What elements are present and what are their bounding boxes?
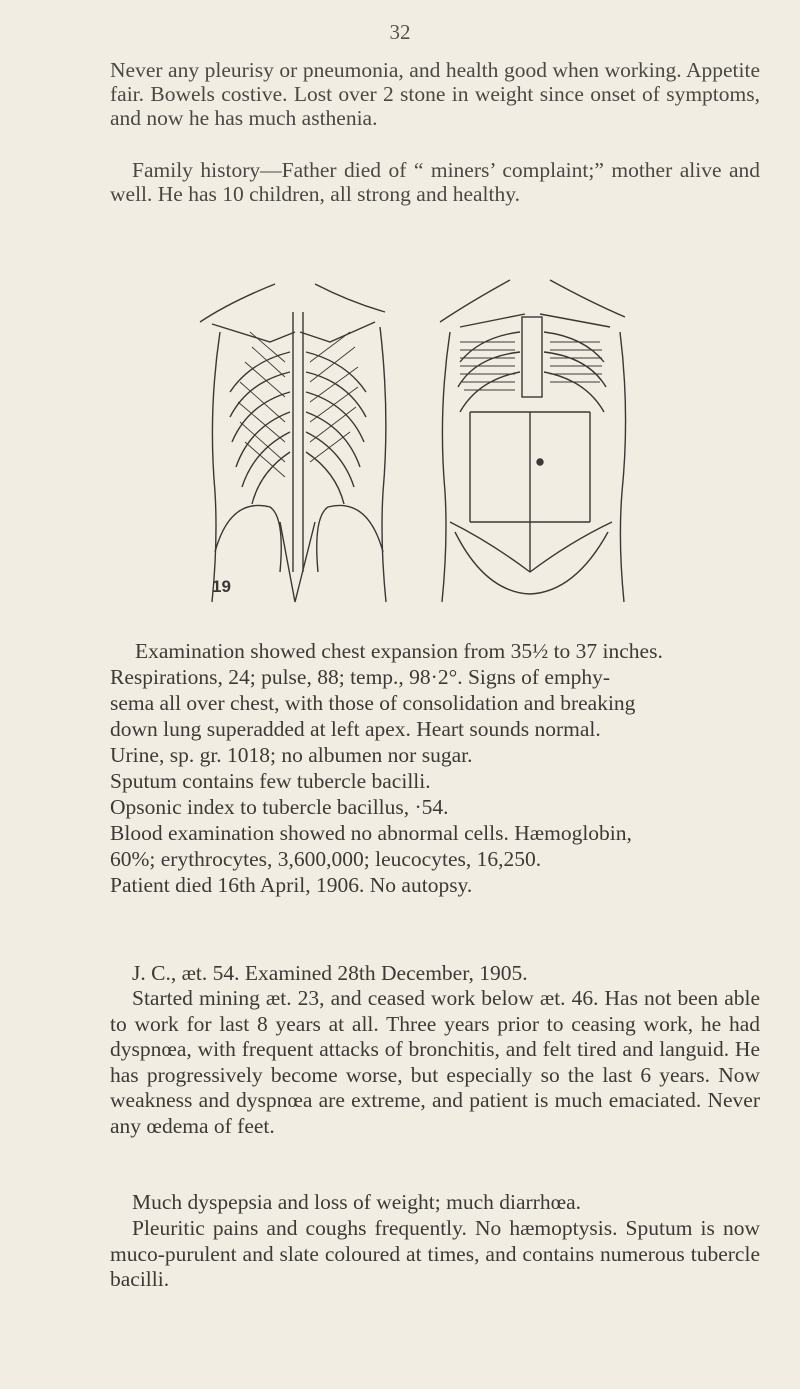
case2-paragraph-3: Pleuritic pains and coughs frequently. No hæmoptysis. Sputum is now muco-purulent and slate coloured at times, and contains numerous tubercle bacilli. [110,1216,760,1292]
case1-line-7: Opsonic index to tubercle bacillus, ·54. [110,795,449,819]
chest-diagrams [190,272,630,622]
case1-line-4: down lung superadded at left apex. Heart sounds normal. [110,717,601,741]
case2-paragraph-2: Much dyspepsia and loss of weight; much diarrhœa. [132,1190,582,1214]
case1-line-1: Examination showed chest expansion from 35½ to 37 inches. [135,639,663,663]
case1-line-9: 60%; erythrocytes, 3,600,000; leucocytes, 16,250. [110,847,542,871]
case1-line-6: Sputum contains few tubercle bacilli. [110,769,431,793]
paragraph-family-history: Family history—Father died of “ miners’ complaint;” mother alive and well. He has 10 children, all strong and healthy. [110,158,760,206]
figure-label: 19 [212,577,231,596]
anterior-shading [460,342,602,390]
posterior-shading [238,332,358,477]
posterior-chest-diagram [200,284,386,602]
case2-heading: J. C., æt. 54. Examined 28th December, 1905. [132,961,528,985]
case2-paragraph-1: Started mining æt. 23, and ceased work below æt. 46. Has not been able to work for last 8 years at all. Three years prior to ceasing work, he had dyspnœa, with frequent attacks of bronchitis, and felt tired and languid. He has progressively become worse, but especially so the last 6 years. Now weakness and dyspnœa are extreme, and patient is much emaciated. Never any œdema of feet. [110,986,760,1138]
case1-line-3: sema all over chest, with those of consolidation and breaking [110,691,636,715]
chest-diagram-figure [190,272,630,622]
case1-line-10: Patient died 16th April, 1906. No autopsy. [110,873,473,897]
paragraph-history: Never any pleurisy or pneumonia, and health good when working. Appetite fair. Bowels costive. Lost over 2 stone in weight since onset of symptoms, and now he has much asthenia. [110,58,760,130]
case1-line-2: Respirations, 24; pulse, 88; temp., 98·2°. Signs of emphy- [110,665,611,689]
case1-line-8: Blood examination showed no abnormal cells. Hæmoglobin, [110,821,632,845]
anterior-chest-diagram [440,280,626,602]
page-number: 32 [389,20,411,44]
case1-line-5: Urine, sp. gr. 1018; no albumen nor sugar. [110,743,473,767]
